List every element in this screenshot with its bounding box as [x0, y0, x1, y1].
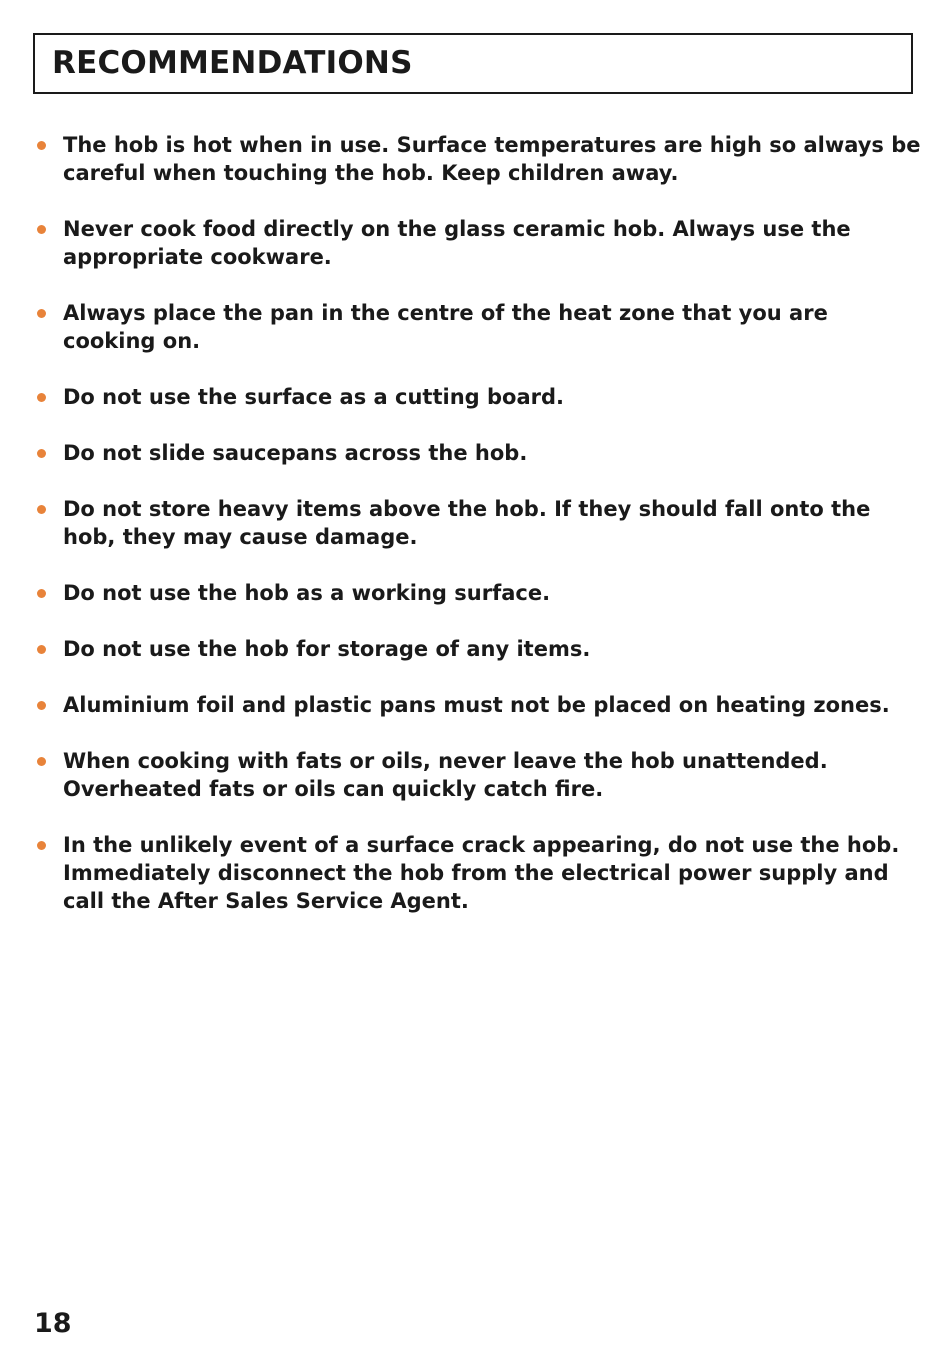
bullet-icon [37, 141, 46, 150]
bullet-icon [37, 701, 46, 710]
list-item [33, 215, 923, 271]
section-title: RECOMMENDATIONS [52, 45, 413, 81]
list-item [33, 439, 923, 467]
bullet-icon [37, 645, 46, 654]
list-item-text: Do not use the hob for storage of any items. [63, 637, 591, 661]
bullet-icon [37, 505, 46, 514]
page-number: 18 [34, 1308, 72, 1339]
list-item-text: Do not slide saucepans across the hob. [63, 441, 528, 465]
list-item-text: Always place the pan in the centre of the heat zone that you are cooking on. [63, 301, 828, 353]
recommendations-list [33, 131, 923, 943]
list-item-text: When cooking with fats or oils, never leave the hob unattended. Overheated fats or oils can quickly catch fire. [63, 749, 828, 801]
list-item-text: The hob is hot when in use. Surface temperatures are high so always be careful when touching the hob. Keep children away. [63, 133, 921, 185]
list-item [33, 747, 923, 803]
list-item [33, 299, 923, 355]
bullet-icon [37, 309, 46, 318]
list-item-text: Aluminium foil and plastic pans must not be placed on heating zones. [63, 693, 890, 717]
list-item-text: Do not store heavy items above the hob. If they should fall onto the hob, they may cause damage. [63, 497, 871, 549]
list-item-text: Do not use the surface as a cutting board. [63, 385, 564, 409]
bullet-icon [37, 225, 46, 234]
list-item [33, 691, 923, 719]
bullet-icon [37, 841, 46, 850]
list-item [33, 831, 923, 915]
bullet-icon [37, 449, 46, 458]
list-item-text: Never cook food directly on the glass ceramic hob. Always use the appropriate cookware. [63, 217, 851, 269]
list-item [33, 579, 923, 607]
bullet-icon [37, 757, 46, 766]
list-item-text: Do not use the hob as a working surface. [63, 581, 551, 605]
list-item-text: In the unlikely event of a surface crack appearing, do not use the hob. Immediately disconnect the hob from the electrical power supply and call the After Sales Service Agent. [63, 833, 900, 913]
list-item [33, 495, 923, 551]
list-item [33, 383, 923, 411]
bullet-icon [37, 589, 46, 598]
section-header-box [33, 33, 913, 94]
bullet-icon [37, 393, 46, 402]
list-item [33, 635, 923, 663]
list-item [33, 131, 923, 187]
